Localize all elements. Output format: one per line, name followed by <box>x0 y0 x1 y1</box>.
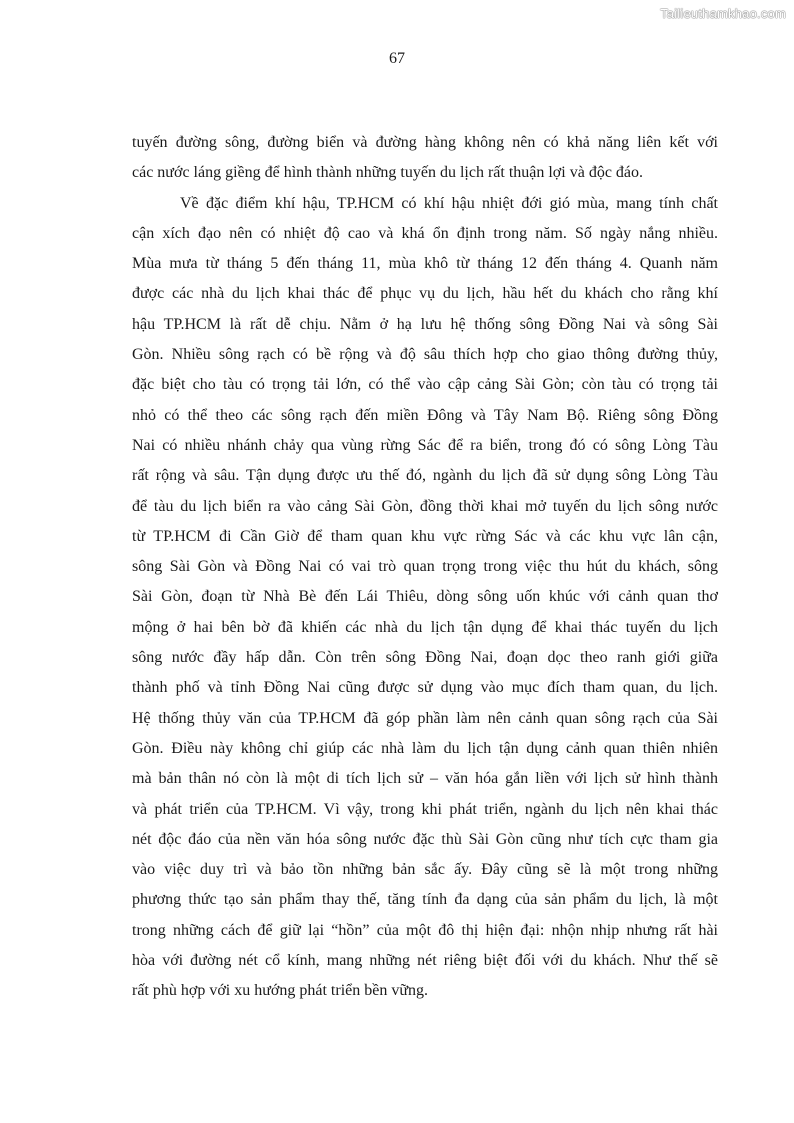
text-line: sông nước đầy hấp dẫn. Còn trên sông Đồng Nai, đoạn dọc theo ranh giới giữa <box>132 649 718 667</box>
text-line: sông Sài Gòn và Đồng Nai có vai trò quan trọng trong việc thu hút du khách, sông <box>132 558 718 576</box>
text-line: nhỏ có thể theo các sông rạch đến miền Đông và Tây Nam Bộ. Riêng sông Đồng <box>132 406 718 424</box>
page-number: 67 <box>389 50 405 67</box>
text-line: Mùa mưa từ tháng 5 đến tháng 11, mùa khô từ tháng 12 đến tháng 4. Quanh năm <box>132 255 718 273</box>
paragraph <box>132 128 718 189</box>
text-line: thành phố và tỉnh Đồng Nai cũng được sử dụng vào mục đích tham quan, du lịch. <box>132 679 718 697</box>
text-line: Gòn. Nhiều sông rạch có bề rộng và độ sâu thích hợp cho giao thông đường thủy, <box>132 346 718 364</box>
text-line: để tàu du lịch biển ra vào cảng Sài Gòn, đồng thời khai mở tuyến du lịch sông nước <box>132 497 718 515</box>
text-line: Hệ thống thủy văn của TP.HCM đã góp phần làm nên cảnh quan sông rạch của Sài <box>132 709 718 727</box>
watermark: Tailieuthamkhao.com <box>660 6 786 21</box>
text-line: và phát triển của TP.HCM. Vì vậy, trong khi phát triển, ngành du lịch nên khai thác <box>132 800 718 818</box>
text-line: các nước láng giềng để hình thành những tuyến du lịch rất thuận lợi và độc đáo. <box>132 164 644 182</box>
text-line: mộng ở hai bên bờ đã khiến các nhà du lịch tận dụng để khai thác tuyến du lịch <box>132 618 718 636</box>
text-line: rất phù hợp với xu hướng phát triển bền vững. <box>132 982 429 1000</box>
document-body <box>132 128 718 1007</box>
text-line: hậu TP.HCM là rất dễ chịu. Nằm ở hạ lưu hệ thống sông Đồng Nai và sông Sài <box>132 315 718 333</box>
text-line: đặc biệt cho tàu có trọng tải lớn, có thể vào cập cảng Sài Gòn; còn tàu có trọng tải <box>132 376 718 394</box>
text-line: Về đặc điểm khí hậu, TP.HCM có khí hậu nhiệt đới gió mùa, mang tính chất <box>180 194 718 212</box>
text-line: được các nhà du lịch khai thác để phục vụ du lịch, hầu hết du khách cho rằng khí <box>132 285 718 303</box>
text-line: Nai có nhiều nhánh chảy qua vùng rừng Sác để ra biển, trong đó có sông Lòng Tàu <box>132 436 718 454</box>
text-line: vào việc duy trì và bảo tồn những bản sắc ấy. Đây cũng sẽ là một trong những <box>132 861 718 879</box>
text-line: nét độc đáo của nền văn hóa sông nước đặc thù Sài Gòn cũng như tích cực tham gia <box>132 830 718 848</box>
text-line: hòa với đường nét cổ kính, mang những nét riêng biệt đối với du khách. Như thế sẽ <box>132 952 718 970</box>
paragraph <box>132 189 718 1007</box>
text-line: Gòn. Điều này không chỉ giúp các nhà làm du lịch tận dụng cảnh quan thiên nhiên <box>132 739 718 757</box>
text-line: Sài Gòn, đoạn từ Nhà Bè đến Lái Thiêu, dòng sông uốn khúc với cảnh quan thơ <box>132 588 718 606</box>
text-line: phương thức tạo sản phẩm thay thế, tăng tính đa dạng của sản phẩm du lịch, là một <box>132 891 718 909</box>
text-line: mà bản thân nó còn là một di tích lịch sử – văn hóa gắn liền với lịch sử hình thành <box>132 770 718 788</box>
text-line: cận xích đạo nên có nhiệt độ cao và khá ổn định trong năm. Số ngày nắng nhiều. <box>132 224 718 242</box>
text-line: từ TP.HCM đi Cần Giờ để tham quan khu vực rừng Sác và các khu vực lân cận, <box>132 527 718 545</box>
text-line: rất rộng và sâu. Tận dụng được ưu thế đó, ngành du lịch đã sử dụng sông Lòng Tàu <box>132 467 718 485</box>
text-line: trong những cách để giữ lại “hồn” của một đô thị hiện đại: nhộn nhịp nhưng rất hài <box>132 921 718 939</box>
text-line: tuyến đường sông, đường biển và đường hàng không nên có khả năng liên kết với <box>132 134 718 151</box>
